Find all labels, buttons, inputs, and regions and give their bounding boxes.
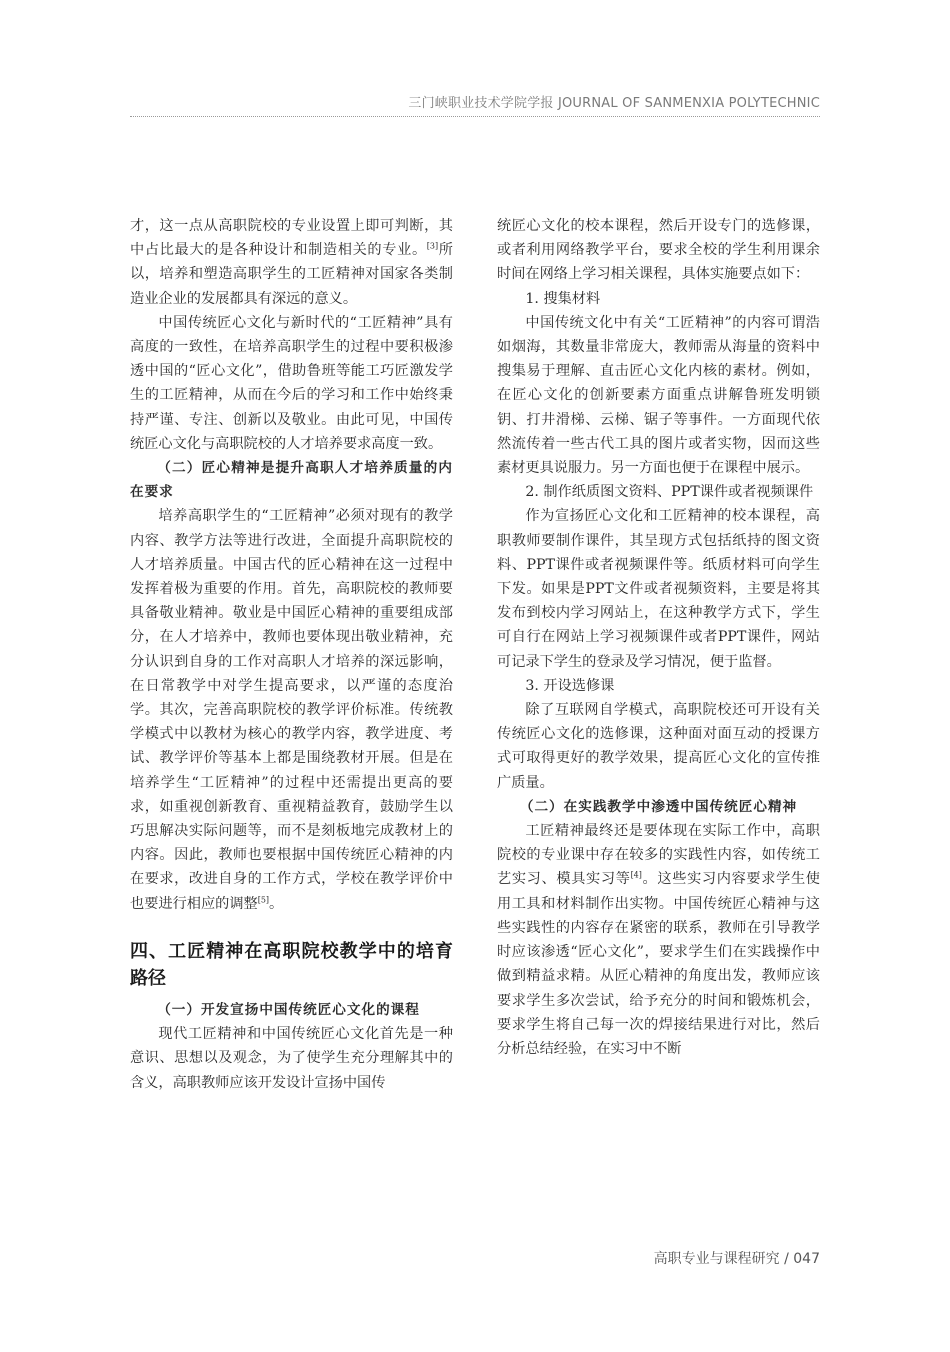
paragraph: 才，这一点从高职院校的专业设置上即可判断，其中占比最大的是各种设计和制造相关的专业。[3]所以，培养和塑造高职学生的工匠精神对国家各类制造业企业的发展都具有深远的意义。 [130, 218, 453, 307]
paragraph: 中国传统匠心文化与新时代的“工匠精神”具有高度的一致性，在培养高职学生的过程中要积极渗透中国的“匠心文化”，借助鲁班等能工巧匠激发学生的工匠精神，从而在今后的学习和工作中始终秉持严谨、专注、创新以及敬业。由此可见，中国传统匠心文化与高职院校的人才培养要求高度一致。 [130, 314, 453, 452]
left-column [130, 214, 453, 1095]
right-column [497, 214, 820, 1061]
citation-ref: [5] [257, 894, 270, 904]
list-item-heading: 2. 制作纸质图文资料、PPT课件或者视频课件 [525, 484, 814, 501]
page-number: 高职专业与课程研究 / 047 [653, 1251, 820, 1267]
paragraph: 作为宣扬匠心文化和工匠精神的校本课程，高职教师要制作课件，其呈现方式包括纸持的图文资料、PPT课件或者视频课件等。纸质材料可向学生下发。如果是PPT文件或者视频资料，主要是将其发布到校内学习网站上，在这种教学方式下，学生可自行在网站上学习视频课件或者PPT课件，网站可记录下学生的登录及学习情况，便于监督。 [497, 508, 820, 670]
section-heading: 四、工匠精神在高职院校教学中的培育路径 [130, 940, 453, 989]
subsection-heading: （一）开发宣扬中国传统匠心文化的课程 [157, 1001, 420, 1018]
paragraph: 统匠心文化的校本课程，然后开设专门的选修课，或者利用网络教学平台，要求全校的学生利用课余时间在网络上学习相关课程，具体实施要点如下： [497, 218, 820, 283]
citation-ref: [3] [426, 241, 439, 251]
list-item-heading: 3. 开设选修课 [525, 677, 615, 694]
subsection-heading: （二）匠心精神是提升高职人才培养质量的内在要求 [130, 460, 453, 501]
citation-ref: [4] [630, 870, 642, 880]
paragraph: 中国传统文化中有关“工匠精神”的内容可谓浩如烟海，其数量非常庞大，教师需从海量的资料中搜集易于理解、直击匠心文化内核的素材。例如，在匠心文化的创新要素方面重点讲解鲁班发明锁钥、打井滑梯、云梯、锯子等事件。一方面现代依然流传着一些古代工具的图片或者实物，因而这些素材更具说服力。另一方面也便于在课程中展示。 [497, 314, 820, 477]
paragraph: 工匠精神最终还是要体现在实际工作中，高职院校的专业课中存在较多的实践性内容，如传统工艺实习、模具实习等[4]。这些实习内容要求学生使用工具和材料制作出实物。中国传统匠心精神与这些实践性的内容存在紧密的联系，教师在引导教学时应该渗透“匠心文化”，要求学生们在实践操作中做到精益求精。从匠心精神的角度出发，教师应该要求学生多次尝试，给予充分的时间和锻炼机会，要求学生将自己每一次的焊接结果进行对比，然后分析总结经验，在实习中不断 [497, 823, 820, 1057]
page-footer [654, 1248, 820, 1268]
list-item-heading: 1. 搜集材料 [525, 290, 601, 307]
subsection-heading: （二）在实践教学中渗透中国传统匠心精神 [519, 798, 798, 815]
journal-header [130, 94, 820, 117]
paragraph: 除了互联网自学模式，高职院校还可开设有关传统匠心文化的选修课，这种面对面互动的授课方式可取得更好的教学效果，提高匠心文化的宣传推广质量。 [497, 702, 820, 791]
paragraph: 现代工匠精神和中国传统匠心文化首先是一种意识、思想以及观念，为了使学生充分理解其中的含义，高职教师应该开发设计宣扬中国传 [130, 1026, 453, 1091]
paragraph: 培养高职学生的“工匠精神”必须对现有的教学内容、教学方法等进行改进，全面提升高职院校的人才培养质量。中国古代的匠心精神在这一过程中发挥着极为重要的作用。首先，高职院校的教师要具备敬业精神。敬业是中国匠心精神的重要组成部分，在人才培养中，教师也要体现出敬业精神，充分认识到自身的工作对高职人才培养的深远影响，在日常教学中对学生提高要求，以严谨的态度治学。其次，完善高职院校的教学评价标准。传统教学模式中以教材为核心的教学内容，教学进度、考试、教学评价等基本上都是围绕教材开展。但是在培养学生“工匠精神”的过程中还需提出更高的要求，如重视创新教育、重视精益教育，鼓励学生以巧思解决实际问题等，而不是刻板地完成教材上的内容。因此，教师也要根据中国传统匠心精神的内在要求，改进自身的工作方式，学校在教学评价中也要进行相应的调整[5]。 [130, 508, 453, 912]
journal-title: 三门峡职业技术学院学报 JOURNAL OF SANMENXIA POLYTECHNIC [408, 96, 820, 111]
